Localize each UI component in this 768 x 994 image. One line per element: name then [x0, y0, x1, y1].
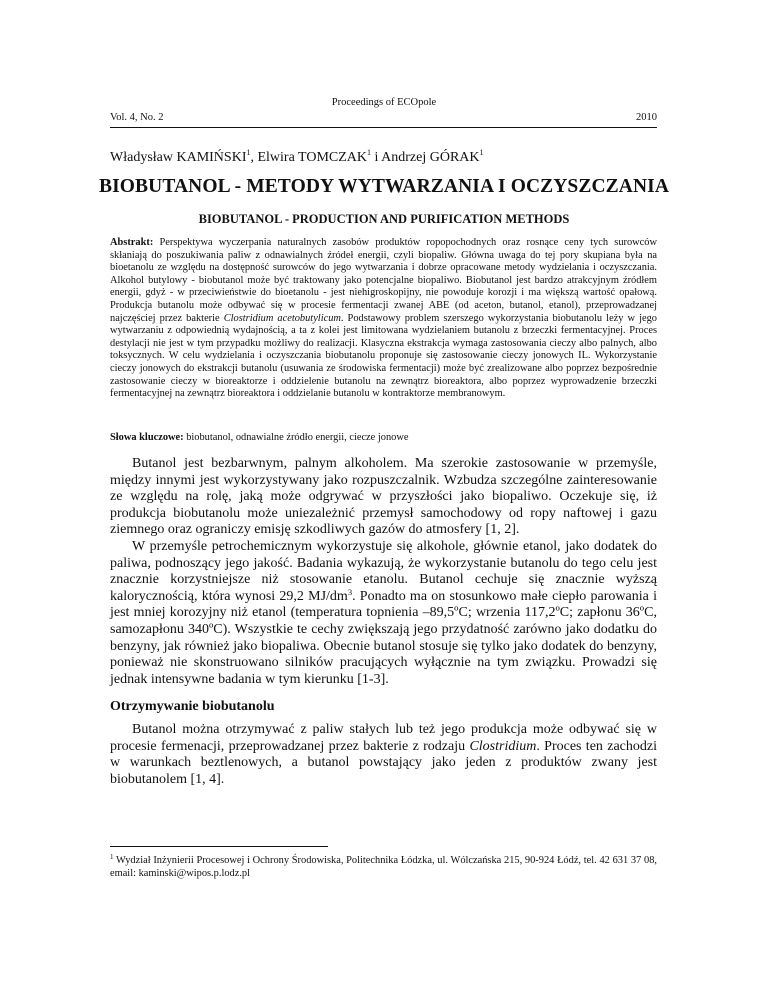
year: 2010 [636, 112, 657, 123]
abstract [110, 237, 657, 401]
footnote-rule [110, 846, 328, 847]
footnote [110, 851, 657, 880]
keywords-label: Słowa kluczowe: [110, 432, 184, 443]
superscript: 3 [347, 586, 353, 597]
footnote-text: Wydział Inżynierii Procesowej i Ochrony Środowiska, Politechnika Łódzka, ul. Wólczańska 215, 90-924 Łódź, tel. 42 631 37 08, email: kaminski@wipos.p.lodz.pl [110, 855, 657, 879]
affiliation-mark: 1 [246, 148, 251, 157]
author-name: Andrzej GÓRAK [381, 150, 480, 165]
affiliation-mark: 1 [479, 148, 484, 157]
author-name: Władysław KAMIŃSKI [110, 150, 247, 165]
paragraph [110, 722, 657, 788]
author-separator: , [250, 150, 258, 165]
paragraph-text: W przemyśle petrochemicznym wykorzystuje się alkohole, głównie etanol, jako dodatek do paliwa, podnoszący jego jakość. Badania wykazują, że wykorzystanie butanolu do tego celu jest znacznie korzystniejsze niż stosowanie etanolu. Butanol cechuje się znacznie wyższą kalorycznością, która wynosi 29,2 MJ/dm [110, 538, 657, 604]
paper-subtitle: BIOBUTANOL - PRODUCTION AND PURIFICATION METHODS [198, 212, 570, 226]
volume-row [110, 112, 657, 123]
author-name: Elwira TOMCZAK [257, 150, 368, 165]
species-name: Clostridium [469, 738, 537, 754]
author-conjunction: i [371, 150, 382, 165]
paper-title: BIOBUTANOL - METODY WYTWARZANIA I OCZYSZCZANIA [98, 176, 670, 197]
abstract-text-continued: . Podstawowy problem szerszego wykorzystania biobutanolu leży w jego wytwarzaniu z odpowiednią wydajnością, a ta z kolei jest limitowana wydzielaniem butanolu z brzeczki fermentacyjnej. Proces destylacji nie jest w tym przypadku możliwy do realizacji. Klasyczna ekstrakcja wymaga zastosowania cieczy albo palnych, albo toksycznych. W celu wydzielania i oczyszczania biobutanolu proponuje się zastosowanie cieczy jonowych IL. Wykorzystanie cieczy jonowych do ekstrakcji butanolu (usuwania ze środowiska fermentacji) może być zrealizowane albo poprzez bezpośrednie zastosowanie cieczy w bioreaktorze i oddzielenie butanolu na zewnątrz bioreaktora, albo poprzez wyprowadzenie brzeczki fermentacyjnej na zewnątrz bioreaktora i oddzielanie butanolu w kontraktorze membranowym. [110, 312, 657, 400]
abstract-species: Clostridium acetobutylicum [223, 312, 341, 324]
footnote-mark: 1 [110, 853, 114, 861]
paragraph: Butanol jest bezbarwnym, palnym alkoholem. Ma szerokie zastosowanie w przemyśle, między innymi jest wykorzystywany jako rozpuszczalnik. Wzbudza szczególne zainteresowanie ze względu na rolę, jaką może odgrywać w przyszłości jako biopaliwo. Oczekuje się, iż produkcja biobutanolu może uniezależnić przemysł samochodowy od ropy naftowej i gazu ziemnego oraz ograniczy emisję szkodliwych gazów do atmosfery [1, 2]. [110, 456, 657, 538]
header-rule [110, 127, 657, 128]
body-text [110, 456, 657, 788]
affiliation-mark: 1 [367, 148, 372, 157]
abstract-text: Perspektywa wyczerpania naturalnych zasobów produktów ropopochodnych oraz rosnące ceny tych surowców skłaniają do poszukiwania paliw z odnawialnych źródeł energii, czyli biopaliw. Główna uwaga do tej pory skupiana była na bioetanolu ze względu na dostępność surowców do jego wytwarzania i dobrze opracowane metody wydzielania i oczyszczania. Alkohol butylowy - biobutanol może być traktowany jako potencjalne biopaliwo. Biobutanol jest bardzo atrakcyjnym źródłem energii, gdyż - w przeciwieństwie do bioetanolu - jest niehigroskopijny, nie powoduje korozji i ma większą wartość opałową. Produkcja butanolu może odbywać się w procesie fermentacji zwanej ABE (od aceton, butanol, etanol), przeprowadzanej najczęściej przez bakterie [110, 237, 657, 324]
paragraph [110, 539, 657, 688]
paragraph-text: . Ponadto ma on stosunkowo małe ciepło parowania i jest mniej korozyjny niż etanol (temperatura topnienia –89,5ºC; wrzenia 117,2ºC; zapłonu 36ºC, samozapłonu 340ºC). Wszystkie te cechy zwiększają jego przydatność zarówno jako dodatku do benzyny, jak również jako biopaliwa. Obecnie butanol stosuje się tylko jako dodatek do benzyny, ponieważ nie skonstruowano silników pracujących wyłącznie na tym związku. Prowadzi się jednak intensywne badania w tym kierunku [1-3]. [110, 588, 657, 687]
keywords [110, 432, 657, 443]
section-heading: Otrzymywanie biobutanolu [110, 699, 275, 715]
volume-number: Vol. 4, No. 2 [110, 112, 164, 123]
abstract-label: Abstrakt: [110, 237, 154, 248]
paragraph-text: Butanol można otrzymywać z paliw stałych lub też jego produkcja może odbywać się w procesie fermenacji, przeprowadzanej przez bakterie z rodzaju [110, 721, 657, 754]
proceedings-header: Proceedings of ECOpole [331, 97, 437, 108]
authors-line [110, 148, 484, 166]
paragraph-text: . Proces ten zachodzi w warunkach beztlenowych, a butanol powstający jako jeden z produktów zwany jest biobutanolem [1, 4]. [110, 738, 657, 787]
keywords-text: biobutanol, odnawialne źródło energii, ciecze jonowe [183, 432, 409, 443]
